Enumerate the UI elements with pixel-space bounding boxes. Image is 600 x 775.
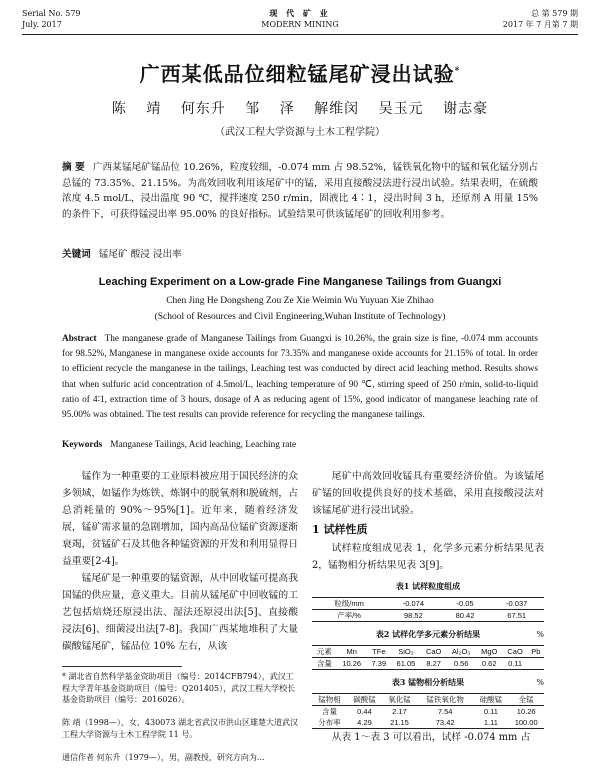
issue-month: 2017 年 7 月第 7 期 <box>502 20 578 29</box>
table-row <box>312 658 544 670</box>
en-title: Leaching Experiment on a Low-grade Fine Manganese Tailings from Guangxi <box>98 276 502 288</box>
cn-abstract <box>62 160 538 222</box>
body-paragraph: 锰尾矿是一种重要的锰资源，从中回收锰可提高我国锰的供应量，意义重大。目前从锰尾矿中回收锰的工艺包括焙烧还原浸出法、湿法还原浸出法[5]、直接酸浸法[6]、细菌浸出法[7-8]。我国广西某地堆积了大量碳酸锰尾矿，锰品位 10% 左右，从该 <box>62 573 298 652</box>
table-cell: 0.11 <box>483 707 498 716</box>
table-cell: 分布率 <box>318 718 341 727</box>
table-cell: 7.39 <box>371 659 387 668</box>
footnote-author: 陈 靖（1998—），女，430073 湖北省武汉市洪山区雄楚大道武汉工程大学资源与土木工程学院 11 号。 <box>62 718 298 739</box>
author: 谢志豪 <box>443 101 489 117</box>
table-header-cell: 全锰 <box>518 695 534 704</box>
table-header-cell: 碳酸锰 <box>353 695 376 704</box>
table3-caption-row <box>312 674 544 691</box>
table-header-row <box>312 646 544 658</box>
table-cell: 80.42 <box>455 611 475 620</box>
table-header-cell: -0.05 <box>456 599 474 608</box>
table-cell: 98.52 <box>403 611 423 620</box>
table-cell: 含量 <box>321 707 337 716</box>
table-cell: 73.42 <box>435 718 455 727</box>
table-header-cell: SiO₂ <box>398 647 414 656</box>
table2 <box>312 645 544 670</box>
table-header-cell: 硅酸锰 <box>479 695 503 704</box>
author: 解维闵 <box>314 101 360 117</box>
table-header-cell: TFe <box>372 647 386 656</box>
body-left-column <box>62 468 298 655</box>
cn-abstract-label: 摘 要 <box>62 162 85 173</box>
table-row <box>312 717 544 729</box>
serial-number: Serial No. 579 <box>22 9 81 18</box>
body-paragraph: 从表 1～表 3 可以看出，试样 -0.074 mm 占 <box>331 732 531 743</box>
table-cell: 1.11 <box>483 718 498 727</box>
cn-keywords-label: 关键词 <box>62 249 91 260</box>
table-cell <box>528 658 544 670</box>
en-keywords <box>62 440 538 450</box>
cn-abstract-text: 广西某锰尾矿锰品位 10.26%，粒度较细，-0.074 mm 占 98.52%，锰铁氧化物中的锰和氧化锰分别占总锰的 73.35%、21.15%。为高效回收利用该尾矿中的锰，采用直接酸浸法进行浸出试验。结果表明，在硫酸浓度 4.5 mol/L，浸出温度 90 ℃，搅拌速度 250 r/min，固液比 4∶1，浸出时间 3 h，还原剂 A 用量 15% 的条件下，可获得锰浸出率 95.00% 的良好指标。试验结果可供该锰尾矿的回收利用参考。 <box>62 162 538 220</box>
author: 邹 泽 <box>245 101 295 117</box>
table-cell: 67.51 <box>507 611 527 620</box>
journal-name-cn: 现 代 矿 业 <box>269 8 331 18</box>
title-footnote-mark: * <box>454 66 461 77</box>
cn-keywords <box>62 246 538 260</box>
table-header-cell: Al₂O₃ <box>451 647 471 656</box>
journal-name-en: MODERN MINING <box>261 20 339 29</box>
section-text: 试样粒度组成见表 1，化学多元素分析结果见表 2，锰物相分析结果见表 3[9]。 <box>312 543 544 571</box>
en-abstract-text: The manganese grade of Manganese Tailings from Guangxi is 10.26%, the grain size is fine, -0.074 mm accounts for 98.52%, Manganese in manganese oxide accounts for 73.35% and manganese oxide accounts for 21.15% of total. In order to efficient recycle the manganese in the tailings, Leaching test was conducted by direct acid leaching method. Results shows that when sulfuric acid concentration of 4.5mol/L, leaching temperature of 90 ℃, stirring speed of 250 r/min, solid-to-liquid ratio of 4∶1, extraction time of 3 hours, dosage of A as reducing agent of 15%, good indicator of manganese leaching rate of 95.00% was obtained. The test results can provide reference for recycling the manganese tailings. <box>62 334 538 421</box>
table-header-cell: 粒级/mm <box>334 599 364 608</box>
table-header-cell: Pb <box>531 647 541 656</box>
table-header-cell: CaO <box>507 647 523 656</box>
table-header-cell: 元素 <box>316 647 332 656</box>
running-header <box>22 8 578 38</box>
table-cell: 0.56 <box>453 659 469 668</box>
table-header-cell: CaO <box>425 647 442 656</box>
table2-unit: % <box>536 630 544 639</box>
table-cell: 0.44 <box>357 707 372 716</box>
table-cell: 100.00 <box>514 718 538 727</box>
table-row <box>312 706 544 718</box>
author: 吴玉元 <box>378 101 424 117</box>
table-header-row <box>312 694 544 706</box>
table-cell: 21.15 <box>390 718 409 727</box>
en-keywords-text: Manganese Tailings, Acid leaching, Leaching rate <box>110 440 297 450</box>
en-abstract <box>62 332 538 423</box>
table-row <box>312 610 544 622</box>
body-right-column <box>312 468 544 746</box>
table-cell: 8.27 <box>426 659 441 668</box>
affiliation: （武汉工程大学资源与土木工程学院） <box>215 127 385 138</box>
table-cell: 含量 <box>316 659 332 668</box>
table-cell: 4.29 <box>357 718 372 727</box>
table1-caption: 表1 试样粒度组成 <box>395 581 461 591</box>
cn-keywords-text: 锰尾矿 酸浸 浸出率 <box>98 249 182 260</box>
table-header-cell: 氧化锰 <box>388 695 411 704</box>
table-cell: 产率/% <box>337 611 361 620</box>
table1 <box>312 597 544 622</box>
table-cell: 10.26 <box>342 659 362 668</box>
author-list <box>0 98 600 118</box>
table3 <box>312 693 544 729</box>
header-rule <box>22 34 578 35</box>
body-paragraph: 锰作为一种重要的工业原料被应用于国民经济的众多领域，如锰作为炼铁、炼钢中的脱氧剂和脱硫剂，占总消耗量的 90%～95%[1]。近年来，随着经济发展，锰矿需求量的急剧增加，国内高品位锰矿资源逐渐衰竭，贫锰矿石及其他各种锰资源的开发和利用显得日益重要[2-4]。 <box>62 471 298 567</box>
footnote-funding: * 湖北省自然科学基金资助项目（编号：2014CFB794），武汉工程大学青年基金资助项目（编号：Q201405），武汉工程大学校长基金资助项目（编号：2016026）。 <box>62 672 296 704</box>
paper-title: 广西某低品位细粒锰尾矿浸出试验* <box>139 62 461 86</box>
table-header-cell: 锰铁氧化物 <box>426 695 464 704</box>
author: 何东升 <box>180 101 226 117</box>
table-cell: 0.62 <box>481 659 497 668</box>
section-heading: 1 试样性质 <box>312 523 368 536</box>
en-abstract-label: Abstract <box>62 334 97 344</box>
body-paragraph: 尾矿中高效回收锰具有重要经济价值。为该锰尾矿锰的回收提供良好的技术基础，采用直接酸浸法对该锰尾矿进行浸出试验。 <box>312 471 544 516</box>
table-cell: 2.17 <box>392 707 407 716</box>
header-right <box>503 8 578 30</box>
table-cell: 10.26 <box>516 707 536 716</box>
footnote-rule <box>62 666 182 667</box>
table-header-cell: -0.074 <box>402 599 424 608</box>
table-cell: 0.11 <box>508 659 523 668</box>
table-header-cell: -0.037 <box>506 599 528 608</box>
table-header-cell: Mn <box>346 647 357 656</box>
en-affiliation: (School of Resources and Civil Engineering,Wuhan Institute of Technology) <box>154 312 446 322</box>
footnote-correspondence: 通信作者 何东升（1979—），男，副教授，研究方向为... <box>62 753 265 762</box>
table-header-cell: 锰物相 <box>318 695 341 704</box>
table-header-row <box>312 598 544 610</box>
issue-date: July. 2017 <box>22 20 62 29</box>
author: 陈 靖 <box>111 101 162 117</box>
table2-caption-row <box>312 626 544 643</box>
table2-caption: 表2 试样化学多元素分析结果 <box>375 629 481 639</box>
table3-unit: % <box>536 678 544 687</box>
en-keywords-label: Keywords <box>62 440 103 450</box>
en-authors: Chen Jing He Dongsheng Zou Ze Xie Weimin Wu Yuyuan Xie Zhihao <box>166 296 434 306</box>
total-issue: 总 第 579 期 <box>531 9 578 18</box>
table-cell: 7.54 <box>437 707 453 716</box>
header-center <box>22 8 578 30</box>
table-header-cell: MgO <box>481 647 498 656</box>
table3-caption: 表3 锰物相分析结果 <box>391 677 465 687</box>
table-cell: 61.05 <box>396 659 416 668</box>
